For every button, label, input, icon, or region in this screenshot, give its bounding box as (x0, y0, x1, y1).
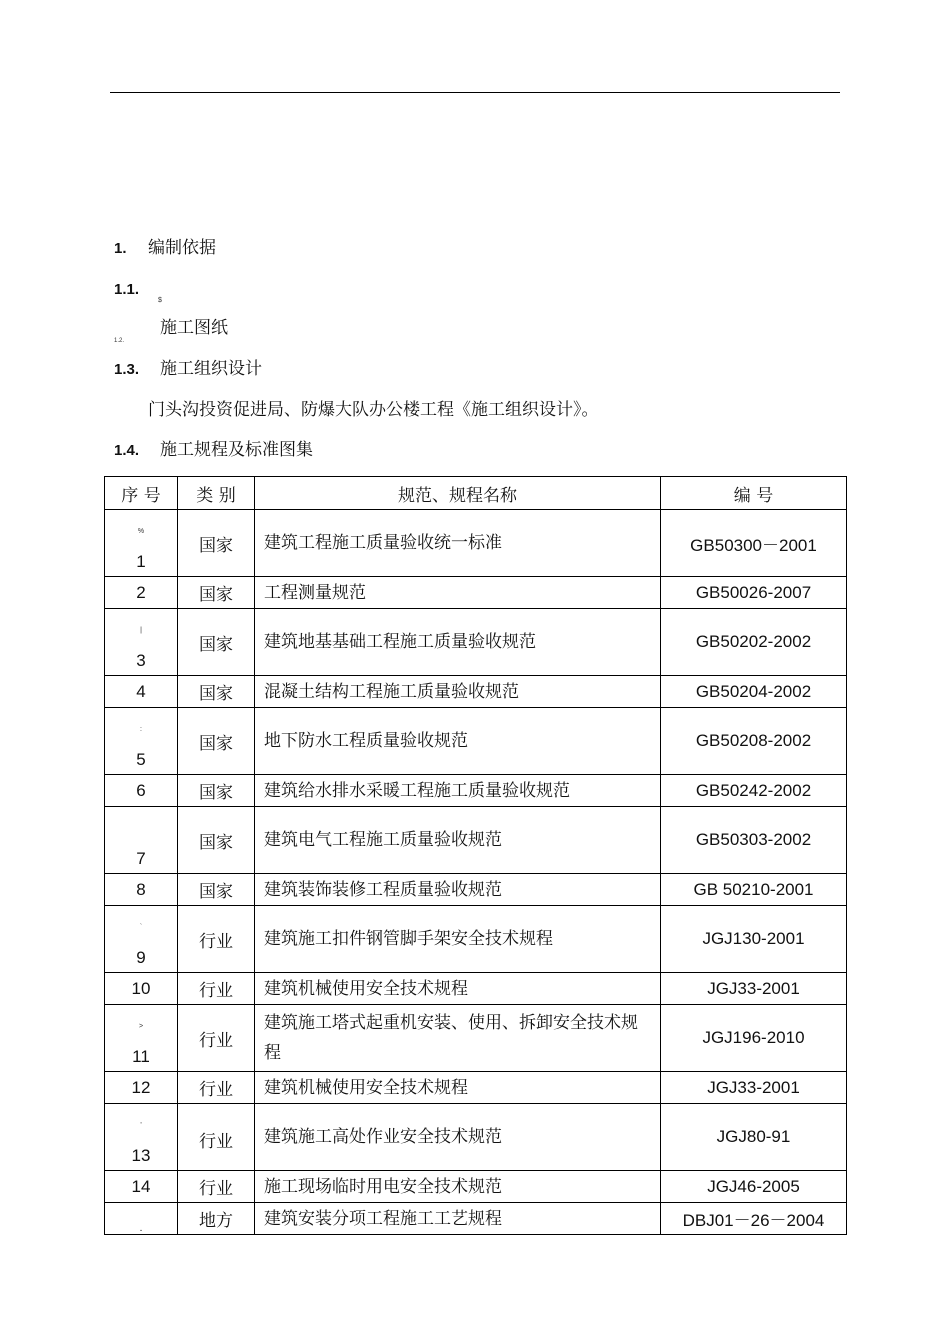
row-mark: % (137, 528, 145, 535)
row-code: JGJ80-91 (661, 1104, 847, 1171)
row-number: 2 (105, 577, 178, 609)
header-code: 编 号 (661, 477, 847, 510)
row-name: 建筑机械使用安全技术规程 (255, 973, 661, 1005)
row-number: 6 (105, 775, 178, 807)
row-category: 行业 (178, 1171, 255, 1203)
drawings-title: 施工图纸 (160, 318, 228, 338)
row-name: 混凝土结构工程施工质量验收规范 (255, 676, 661, 708)
row-code: JGJ33-2001 (661, 973, 847, 1005)
row-number: 3 (136, 651, 146, 670)
row-number: 4 (105, 676, 178, 708)
row-name: 建筑安装分项工程施工工艺规程 (255, 1203, 661, 1235)
row-code: GB 50210-2001 (661, 874, 847, 906)
section-number: 1. (114, 240, 127, 257)
row-category: 行业 (178, 973, 255, 1005)
row-name: 建筑施工扣件钢管脚手架安全技术规程 (255, 906, 661, 973)
section-1-1-heading (114, 279, 139, 300)
table-row (105, 708, 847, 775)
row-category: 行业 (178, 1104, 255, 1171)
table-row (105, 874, 847, 906)
row-code: GB50202-2002 (661, 609, 847, 676)
table-row (105, 510, 847, 577)
section-number: 1.1. (114, 281, 140, 298)
row-number: . (105, 1203, 178, 1235)
row-category: 国家 (178, 676, 255, 708)
row-name: 工程测量规范 (255, 577, 661, 609)
row-mark: > (138, 1023, 144, 1030)
row-name: 地下防水工程质量验收规范 (255, 708, 661, 775)
row-number-cell (105, 906, 178, 973)
row-mark: | (140, 627, 142, 634)
row-number: 14 (105, 1171, 178, 1203)
table-row (105, 1171, 847, 1203)
row-number-cell (105, 1005, 178, 1072)
row-code: DBJ01－26－2004 (661, 1203, 847, 1235)
row-category: 行业 (178, 1072, 255, 1104)
standards-table (104, 476, 847, 1235)
row-number: 13 (131, 1146, 151, 1165)
row-category: 国家 (178, 708, 255, 775)
section-1-3-heading (114, 359, 262, 380)
header-no: 序 号 (105, 477, 178, 510)
row-number: 11 (132, 1047, 150, 1066)
row-name: 建筑装饰装修工程质量验收规范 (255, 874, 661, 906)
row-number: 7 (105, 807, 178, 874)
section-1-2-number: 1.2. (114, 338, 125, 344)
header-rule (110, 92, 840, 93)
table-row (105, 577, 847, 609)
row-mark: : (140, 726, 142, 733)
row-name: 建筑施工高处作业安全技术规范 (255, 1104, 661, 1171)
row-code: JGJ33-2001 (661, 1072, 847, 1104)
table-row (105, 906, 847, 973)
header-name: 规范、规程名称 (255, 477, 661, 510)
table-row (105, 1005, 847, 1072)
section-number: 1.4. (114, 442, 140, 459)
row-number: 8 (105, 874, 178, 906)
row-mark: ` (139, 924, 143, 931)
table-row (105, 973, 847, 1005)
row-number-cell (105, 609, 178, 676)
row-name: 建筑地基基础工程施工质量验收规范 (255, 609, 661, 676)
row-name: 建筑电气工程施工质量验收规范 (255, 807, 661, 874)
row-code: GB50026-2007 (661, 577, 847, 609)
table-row (105, 1072, 847, 1104)
row-number-cell (105, 708, 178, 775)
row-number-cell (105, 510, 178, 577)
section-1-heading (114, 238, 216, 259)
table-row (105, 1104, 847, 1171)
row-category: 国家 (178, 510, 255, 577)
row-name: 施工现场临时用电安全技术规范 (255, 1171, 661, 1203)
row-category: 国家 (178, 807, 255, 874)
row-name: 建筑给水排水采暖工程施工质量验收规范 (255, 775, 661, 807)
row-category: 国家 (178, 775, 255, 807)
row-category: 地方 (178, 1203, 255, 1235)
row-name: 建筑工程施工质量验收统一标准 (255, 510, 661, 577)
row-mark: ' (140, 1122, 142, 1129)
row-code: GB50300－2001 (661, 510, 847, 577)
row-category: 国家 (178, 609, 255, 676)
table-row (105, 676, 847, 708)
table-row (105, 775, 847, 807)
row-category: 国家 (178, 874, 255, 906)
section-title: 编制依据 (148, 238, 216, 258)
row-code: JGJ130-2001 (661, 906, 847, 973)
row-category: 行业 (178, 1005, 255, 1072)
row-number-cell (105, 1104, 178, 1171)
row-number: 12 (105, 1072, 178, 1104)
row-number: 5 (136, 750, 146, 769)
section-title: 施工规程及标准图集 (160, 440, 313, 460)
row-code: JGJ46-2005 (661, 1171, 847, 1203)
row-code: GB50208-2002 (661, 708, 847, 775)
row-name: 建筑机械使用安全技术规程 (255, 1072, 661, 1104)
row-number: 1 (136, 552, 146, 571)
row-number: 10 (105, 973, 178, 1005)
row-code: GB50242-2002 (661, 775, 847, 807)
row-code: GB50303-2002 (661, 807, 847, 874)
construction-design-text: 门头沟投资促进局、防爆大队办公楼工程《施工组织设计》。 (148, 400, 599, 420)
table-row (105, 807, 847, 874)
row-name: 建筑施工塔式起重机安装、使用、拆卸安全技术规程 (255, 1005, 661, 1072)
section-title: 施工组织设计 (160, 359, 262, 379)
table-row (105, 1203, 847, 1235)
row-code: GB50204-2002 (661, 676, 847, 708)
table-row (105, 609, 847, 676)
section-1-4-heading (114, 440, 313, 461)
table-header-row (105, 477, 847, 510)
header-category: 类 别 (178, 477, 255, 510)
row-code: JGJ196-2010 (661, 1005, 847, 1072)
section-number: 1.3. (114, 361, 140, 378)
row-number: 9 (136, 948, 146, 967)
row-category: 行业 (178, 906, 255, 973)
row-category: 国家 (178, 577, 255, 609)
stray-mark: $ (158, 297, 162, 304)
